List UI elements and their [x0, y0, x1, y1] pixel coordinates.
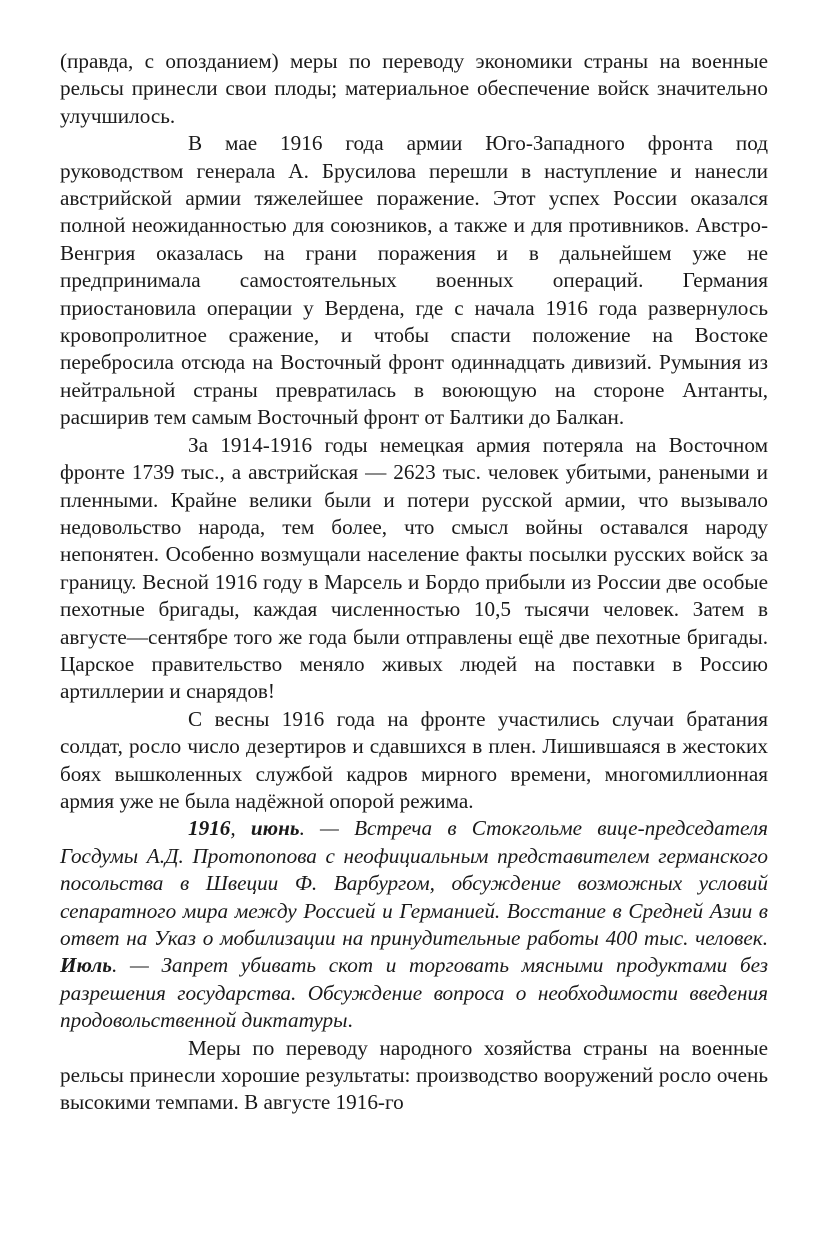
chronicle-text-june: . — Встреча в Стокгольме вице-председателя Госдумы А.Д. Протопопова с неофициальным представителем германского посольства в Швеции Ф. Варбургом, обсуждение возможных условий сепаратного мира между Россией и Германией. Восстание в Средней Азии в ответ на Указ о мобилизации на принудительные работы 400 тыс. человек. [60, 816, 768, 950]
chronicle-date-month-july: Июль [60, 953, 112, 978]
chronicle-end-period: . [347, 1008, 353, 1033]
chronicle-date-year: 1916 [188, 816, 231, 841]
paragraph-economy: Меры по переводу народного хозяйства страны на военные рельсы принесли хорошие результаты: производство вооружений росло очень высокими темпами. В августе 1916-го [60, 1035, 768, 1115]
document-page [60, 48, 768, 1117]
paragraph-brusilov-offensive: В мае 1916 года армии Юго-Западного фронта под руководством генерала А. Брусилова перешли в наступление и нанесли австрийской армии тяжелейшее поражение. Этот успех России оказался полной неожиданностью для союзников, а также и для противников. Австро-Венгрия оказалась на грани поражения и в дальнейшем уже не предпринимала самостоятельных военных операций. Германия приостановила операции у Вердена, где с начала 1916 года развернулось кровопролитное сражение, и чтобы спасти положение на Востоке перебросила отсюда на Восточный фронт одиннадцать дивизий. Румыния из нейтральной страны превратилась в воюющую на стороне Антанты, расширив тем самым Восточный фронт от Балтики до Балкан. [60, 131, 768, 430]
chronicle-date-month-june: июнь [250, 816, 300, 841]
chronicle-text-july: . — Запрет убивать скот и торговать мясными продуктами без разрешения государства. Обсуждение вопроса о необходимости введения продовольственной диктатуры [60, 953, 768, 1033]
paragraph-continuation: (правда, с опозданием) меры по переводу экономики страны на военные рельсы принесли свои плоды; материальное обеспечение войск значительно улучшилось. [60, 49, 768, 128]
paragraph-fraternization: С весны 1916 года на фронте участились случаи братания солдат, росло число дезертиров и сдавшихся в плен. Лишившаяся в жестоких боях вышколенных службой кадров мирного времени, многомиллионная армия уже не была надёжной опорой режима. [60, 706, 768, 813]
chronicle-date-separator: , [230, 816, 251, 841]
paragraph-losses: За 1914-1916 годы немецкая армия потеряла на Восточном фронте 1739 тыс., а австрийская — 2623 тыс. человек убитыми, ранеными и пленными. Крайне велики были и потери русской армии, что вызывало недовольство народа, тем более, что смысл войны оставался народу непонятен. Особенно возмущали население факты посылки русских войск за границу. Весной 1916 году в Марсель и Бордо прибыли из России две особые пехотные бригады, каждая численностью 10,5 тысячи человек. Затем в августе—сентябре того же года были отправлены ещё две пехотные бригады. Царское правительство меняло живых людей на поставки в Россию артиллерии и снарядов! [60, 432, 768, 704]
chronicle-block [60, 815, 768, 1034]
